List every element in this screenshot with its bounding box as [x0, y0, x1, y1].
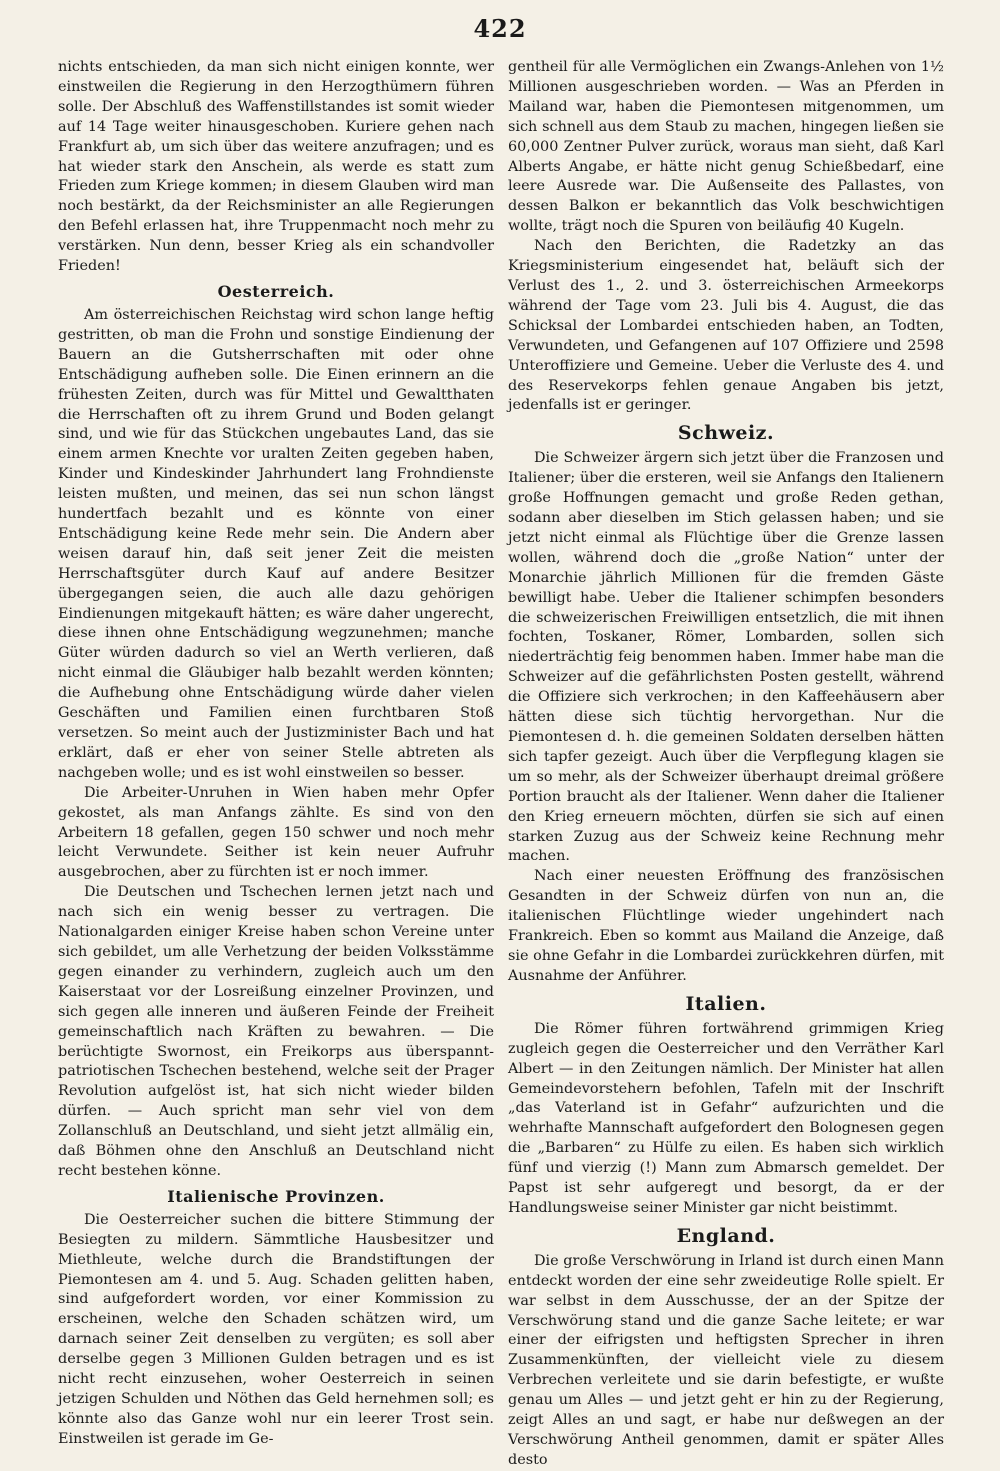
article-paragraph: Die Arbeiter-Unruhen in Wien haben mehr Opfer gekostet, als man Anfangs zählte. Es sind von den Arbeitern 18 gefallen, gegen 150 schwer und noch mehr leicht Verwundete. Seither ist kein neuer Aufruhr ausgebrochen, aber zu fürchten ist er noch immer.	[58, 784, 494, 881]
page-number: 422	[473, 14, 527, 43]
article-paragraph: gentheil für alle Vermöglichen ein Zwangs-Anlehen von 1½ Millionen ausgeschrieben worden. — Was an Pferden in Mailand war, haben die Piemontesen mitgenommen, um sich schnell aus dem Staub zu machen, hingegen ließen sie 60,000 Zentner Pulver zurück, woraus man sieht, daß Karl Alberts Angabe, er hätte nicht genug Schießbedarf, eine leere Ausrede war. Die Außenseite des Pallastes, von dessen Balkon er bekanntlich das Volk beschwichtigen wollte, trägt noch die Spuren von beiläufig 40 Kugeln.	[508, 59, 944, 235]
article-paragraph: Nach den Berichten, die Radetzky an das Kriegsministerium eingesendet hat, beläuft sich der Verlust des 1., 2. und 3. österreichischen Armeekorps während der Tage vom 23. Juli bis 4. August, die das Schicksal der Lombardei entschieden haben, an Todten, Verwundeten, und Gefangenen auf 107 Offiziere und 2598 Unteroffiziere und Gemeine. Ueber die Verluste des 4. und des Reservekorps fehlen genaue Angaben bis jetzt, jedenfalls ist er geringer.	[508, 238, 944, 414]
article-paragraph: Am österreichischen Reichstag wird schon lange heftig gestritten, ob man die Frohn und sonstige Eindienung der Bauern an die Gutsherrschaften mit oder ohne Entschädigung aufheben solle. Die Einen erinnern an die frühesten Zeiten, durch was für Mittel und Gewaltthaten die Herrschaften oft zu ihrem Grund und Boden gelangt sind, und wie für das Stückchen ungebautes Land, das sie einem armen Knechte vor uralten Zeiten gegeben haben, Kinder und Kindeskinder Jahrhundert lang Frohndienste leisten mußten, und meinen, das sei nun schon längst hundertfach bezahlt und es könnte von einer Entschädigung keine Rede mehr sein. Die Andern aber weisen darauf hin, daß seit jener Zeit die meisten Herrschaftsgüter durch Kauf auf andere Besitzer übergegangen seien, die auch alle dazu gehörigen Eindienungen mitgekauft hätten; es wäre daher ungerecht, diese ihnen ohne Entschädigung wegzunehmen; manche Güter würden dadurch so viel an Werth verlieren, daß nicht einmal die Gläubiger halb bezahlt werden könnten; die Aufhebung ohne Entschädigung würde daher vielen Geschäften und Familien einen furchtbaren Stoß versetzen. So meint auch der Justizminister Bach und hat erklärt, daß er eher von seiner Stelle abtreten als nachgeben wolle; und es ist wohl einstweilen so besser.	[58, 306, 494, 781]
article-paragraph: Die Römer führen fortwährend grimmigen Krieg zugleich gegen die Oesterreicher und den Verräther Karl Albert — in den Zeitungen nämlich. Der Minister hat allen Gemeindevorstehern befohlen, Tafeln mit der Inschrift „das Vaterland ist in Gefahr“ aufzurichten und die wehrhafte Mannschaft aufgefordert den Bolognesen gegen die „Barbaren“ zu Hülfe zu eilen. Es haben sich wirklich fünf und vierzig (!) Mann zum Abmarsch gemeldet. Der Papst ist sehr aufgeregt und besorgt, da er der Handlungsweise seiner Minister gar nicht beistimmt.	[508, 1020, 944, 1216]
section-heading-england: England.	[676, 1224, 776, 1247]
section-heading-italienische-provinzen: Italienische Provinzen.	[167, 1186, 385, 1206]
right-column	[508, 58, 944, 1468]
section-heading-oesterreich: Oesterreich.	[217, 281, 335, 301]
section-heading-italien: Italien.	[685, 992, 767, 1015]
section-heading-schweiz: Schweiz.	[677, 422, 775, 445]
article-paragraph: Nach einer neuesten Eröffnung des französischen Gesandten in der Schweiz dürfen von nun an, die italienischen Flüchtlinge wieder ungehindert nach Frankreich. Eben so kommt aus Mailand die Anzeige, daß sie ohne Gefahr in die Lombardei zurückkehren dürfen, mit Ausnahme der Anführer.	[508, 868, 944, 984]
article-paragraph: Die Schweizer ärgern sich jetzt über die Franzosen und Italiener; über die ersteren, weil sie Anfangs den Italienern große Hoffnungen gemacht und große Reden gethan, sodann aber dieselben im Stich gelassen haben; und sie jetzt nicht einmal als Flüchtige über die Grenze lassen wollen, während doch die „große Nation“ unter der Monarchie jährlich Millionen für die fremden Gäste bewilligt habe. Ueber die Italiener schimpfen besonders die schweizerischen Freiwilligen entsetzlich, die mit ihnen fochten, Toskaner, Römer, Lombarden, sollen sich niederträchtig feig benommen haben. Immer habe man die Schweizer auf die gefährlichsten Posten gestellt, während die Offiziere sich verkrochen; in den Kaffeehäusern aber hätten diese sich tüchtig hervorgethan. Nur die Piemontesen d. h. die gemeinen Soldaten derselben hätten sich tapfer gezeigt. Auch über die Verpflegung klagen sie um so mehr, als der Schweizer überhaupt dreimal größere Portion braucht als der Italiener. Wenn daher die Italiener den Krieg erneuern möchten, dürfen sie sich auf einen starken Zuzug aus der Schweiz keine Rechnung mehr machen.	[508, 450, 944, 865]
article-paragraph: Die große Verschwörung in Irland ist durch einen Mann entdeckt worden der eine sehr zweideutige Rolle spielt. Er war selbst in dem Ausschusse, der an der Spitze der Verschwörung stand und die ganze Sache leitete; er war einer der eifrigsten und heftigsten Sprecher in ihren Zusammenkünften, der vielleicht viele zu diesem Verbrechen verleitete und sie darin befestigte, er wußte genau um Alles — und jetzt geht er hin zu der Regierung, zeigt Alles an und sagt, er habe nur deßwegen an der Verschwörung Antheil genommen, damit er später Alles desto	[508, 1252, 944, 1468]
left-column	[58, 58, 494, 1447]
article-paragraph: nichts entschieden, da man sich nicht einigen konnte, wer einstweilen die Regierung in den Herzogthümern führen solle. Der Abschluß des Waffenstillstandes ist somit wieder auf 14 Tage weiter hinausgeschoben. Kuriere gehen nach Frankfurt ab, um sich über das weitere anzufragen; und es hat wieder stark den Anschein, als werde es statt zum Frieden zum Kriege kommen; in diesem Glauben wird man noch bestärkt, da der Reichsminister an alle Regierungen den Befehl erlassen hat, ihre Truppenmacht noch mehr zu verstärken. Nun denn, besser Krieg als ein schandvoller Frieden!	[58, 59, 494, 275]
article-paragraph: Die Oesterreicher suchen die bittere Stimmung der Besiegten zu mildern. Sämmtliche Hausbesitzer und Miethleute, welche durch die Brandstiftungen der Piemontesen am 4. und 5. Aug. Schaden gelitten haben, sind aufgefordert worden, vor einer Kommission zu erscheinen, welche den Schaden schätzen wird, um darnach seiner Zeit denselben zu vergüten; es soll aber derselbe gegen 3 Millionen Gulden betragen und es ist nicht recht einzusehen, woher Oesterreich in seinen jetzigen Schulden und Nöthen das Geld hernehmen soll; es könnte also das Ganze wohl nur ein leerer Trost sein. Einstweilen ist gerade im Ge-	[58, 1211, 494, 1447]
article-paragraph: Die Deutschen und Tschechen lernen jetzt nach und nach sich ein wenig besser zu vertragen. Die Nationalgarden einiger Kreise haben schon Vereine unter sich gebildet, um alle Verhetzung der beiden Volksstämme gegen einander zu verhindern, zugleich auch um den Kaiserstaat vor der Losreißung einzelner Provinzen, und sich gegen alle inneren und äußeren Feinde der Freiheit gemeinschaftlich nach Kräften zu bewahren. — Die berüchtigte Swornost, ein Freikorps aus überspannt-patriotischen Tschechen bestehend, welche seit der Prager Revolution aufgelöst ist, hat sich nicht wieder bilden dürfen. — Auch spricht man sehr viel von dem Zollanschluß an Deutschland, und sieht jetzt allmälig ein, daß Böhmen ohne den Anschluß an Deutschland nicht recht bestehen könne.	[58, 884, 494, 1179]
